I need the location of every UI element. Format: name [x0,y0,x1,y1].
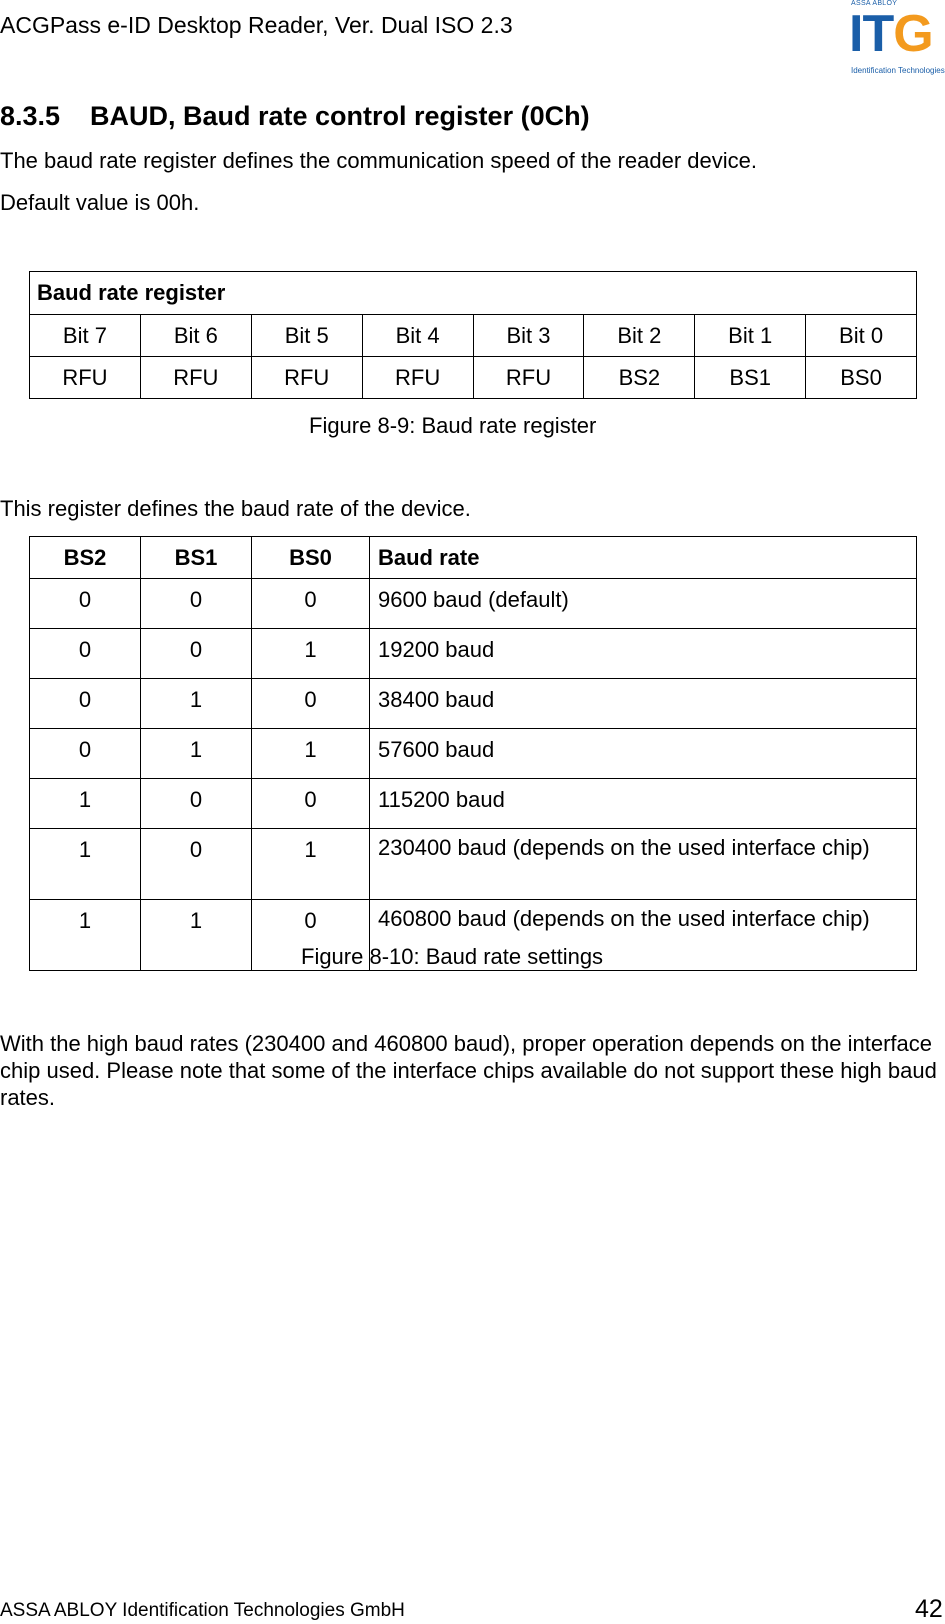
bs1-cell: 1 [141,729,252,779]
bit-label: Bit 5 [251,315,362,357]
table-row [30,629,917,679]
bit-label: Bit 4 [362,315,473,357]
register-table-title: Baud rate register [30,272,917,315]
table-row [30,779,917,829]
footer-company: ASSA ABLOY Identification Technologies GmbH [0,1600,405,1621]
bit-label: Bit 0 [806,315,917,357]
section-number: 8.3.5 [0,101,61,131]
baud-rate-cell: 230400 baud (depends on the used interface chip) [370,829,917,900]
baud-rate-settings-table [29,536,917,971]
logo-sub-text: Identification Technologies [851,66,945,75]
baud-rate-cell: 19200 baud [370,629,917,679]
bs1-cell: 1 [141,679,252,729]
header-baud-rate: Baud rate [370,537,917,579]
intro-paragraph-2: Default value is 00h. [0,190,200,215]
logo-top-text: ASSA ABLOY [851,0,898,7]
bit-label: Bit 6 [140,315,251,357]
bit-value: RFU [30,357,141,399]
table-row [30,579,917,629]
bs0-cell: 1 [252,729,370,779]
bit-value: RFU [251,357,362,399]
bit-value: BS0 [806,357,917,399]
bs0-cell: 0 [252,900,370,971]
bs2-cell: 0 [30,729,141,779]
logo-main-text: ITG [849,5,933,63]
table-row [30,729,917,779]
baud-rate-cell: 115200 baud [370,779,917,829]
bit-value: RFU [362,357,473,399]
register-values-row [30,357,917,399]
bs1-cell: 1 [141,900,252,971]
bs2-cell: 1 [30,829,141,900]
page-number: 42 [915,1595,943,1623]
bs2-cell: 0 [30,579,141,629]
bs0-cell: 1 [252,829,370,900]
settings-header-row [30,537,917,579]
bs2-cell: 0 [30,679,141,729]
baud-rate-cell: 460800 baud (depends on the used interface chip) [370,900,917,971]
table-row [30,679,917,729]
bs1-cell: 0 [141,779,252,829]
bit-value: RFU [473,357,584,399]
header-bs2: BS2 [30,537,141,579]
baud-rate-cell: 9600 baud (default) [370,579,917,629]
section-title: BAUD, Baud rate control register (0Ch) [90,101,590,131]
bit-value: BS1 [695,357,806,399]
bs2-cell: 1 [30,779,141,829]
baud-rate-register-table [29,271,917,399]
bs0-cell: 0 [252,679,370,729]
settings-intro: This register defines the baud rate of the device. [0,496,471,521]
bit-label: Bit 7 [30,315,141,357]
section-heading [0,101,590,132]
table-row [30,829,917,900]
figure-caption-settings: Figure 8-10: Baud rate settings [301,944,604,969]
bs2-cell: 1 [30,900,141,971]
document-header-title: ACGPass e-ID Desktop Reader, Ver. Dual ISO 2.3 [0,12,513,38]
bs0-cell: 0 [252,779,370,829]
bs1-cell: 0 [141,629,252,679]
bs1-cell: 0 [141,579,252,629]
bit-value: BS2 [584,357,695,399]
header-bs0: BS0 [252,537,370,579]
bit-value: RFU [140,357,251,399]
register-bits-row [30,315,917,357]
baud-rate-cell: 57600 baud [370,729,917,779]
bit-label: Bit 1 [695,315,806,357]
bs1-cell: 0 [141,829,252,900]
itg-logo [851,0,943,78]
intro-paragraph-1: The baud rate register defines the communication speed of the reader device. [0,148,758,173]
header-bs1: BS1 [141,537,252,579]
bs0-cell: 0 [252,579,370,629]
bit-label: Bit 3 [473,315,584,357]
bs0-cell: 1 [252,629,370,679]
figure-caption-register: Figure 8-9: Baud rate register [309,413,597,438]
bs2-cell: 0 [30,629,141,679]
bit-label: Bit 2 [584,315,695,357]
baud-rate-cell: 38400 baud [370,679,917,729]
closing-paragraph: With the high baud rates (230400 and 460800 baud), proper operation depends on the interface chip used. Please note that some of the interface chips available do not support these high baud rates. [0,1031,937,1110]
